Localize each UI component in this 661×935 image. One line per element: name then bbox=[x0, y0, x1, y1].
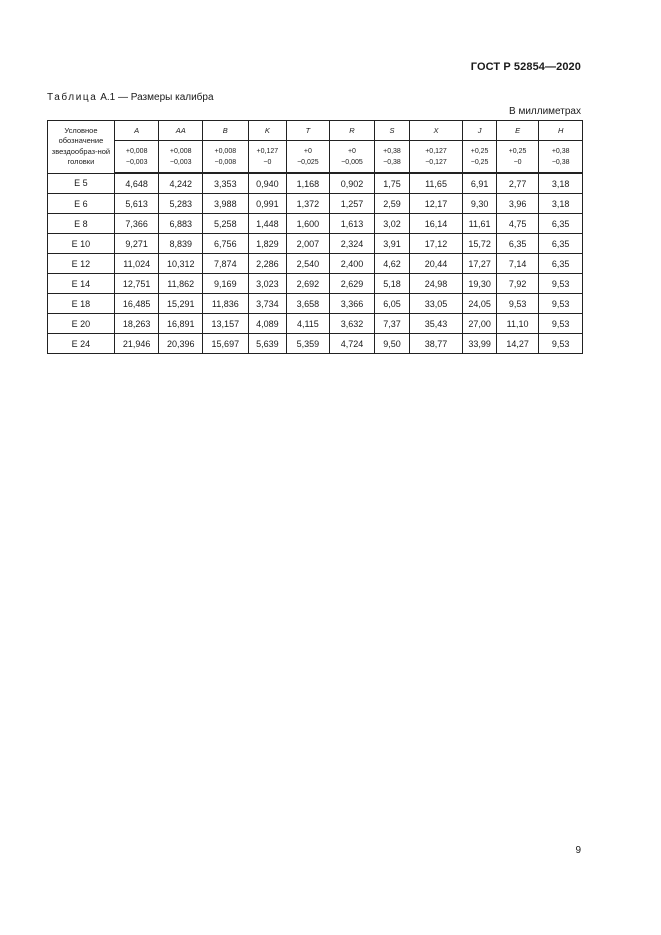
column-header-letter: T bbox=[287, 121, 330, 141]
table-cell: 3,632 bbox=[329, 314, 375, 334]
tolerance-lower: −0,008 bbox=[214, 158, 237, 166]
row-designation: E 12 bbox=[48, 254, 115, 274]
table-cell: 4,089 bbox=[248, 314, 287, 334]
table-cell: 1,75 bbox=[375, 173, 409, 194]
table-cell: 20,44 bbox=[409, 254, 463, 274]
table-cell: 16,485 bbox=[114, 294, 159, 314]
table-cell: 2,77 bbox=[496, 173, 539, 194]
tolerance-lower: −0,025 bbox=[297, 158, 319, 166]
table-cell: 1,257 bbox=[329, 194, 375, 214]
column-header-letter: E bbox=[496, 121, 539, 141]
column-tolerance bbox=[287, 141, 330, 174]
table-cell: 3,96 bbox=[496, 194, 539, 214]
table-cell: 20,396 bbox=[159, 334, 203, 354]
column-header-letter: X bbox=[409, 121, 463, 141]
table-cell: 27,00 bbox=[463, 314, 496, 334]
table-cell: 11,862 bbox=[159, 274, 203, 294]
table-cell: 3,353 bbox=[203, 173, 249, 194]
table-cell: 1,600 bbox=[287, 214, 330, 234]
table-cell: 3,734 bbox=[248, 294, 287, 314]
column-tolerance bbox=[114, 141, 159, 174]
table-row bbox=[48, 314, 583, 334]
table-cell: 7,37 bbox=[375, 314, 409, 334]
table-body bbox=[48, 173, 583, 354]
column-tolerance bbox=[248, 141, 287, 174]
tolerance-lower: −0,003 bbox=[169, 158, 192, 166]
table-cell: 9,53 bbox=[496, 294, 539, 314]
header-letters-row bbox=[48, 121, 583, 141]
table-title-prefix: Таблица bbox=[47, 92, 98, 103]
row-designation: E 8 bbox=[48, 214, 115, 234]
table-cell: 19,30 bbox=[463, 274, 496, 294]
table-cell: 4,115 bbox=[287, 314, 330, 334]
table-cell: 1,372 bbox=[287, 194, 330, 214]
table-cell: 14,27 bbox=[496, 334, 539, 354]
tolerance-lower: −0,25 bbox=[470, 158, 489, 166]
table-row bbox=[48, 274, 583, 294]
table-cell: 5,258 bbox=[203, 214, 249, 234]
row-designation: E 5 bbox=[48, 173, 115, 194]
table-cell: 1,448 bbox=[248, 214, 287, 234]
table-cell: 15,697 bbox=[203, 334, 249, 354]
tolerance-upper: +0,38 bbox=[383, 147, 401, 155]
table-cell: 7,92 bbox=[496, 274, 539, 294]
tolerance-lower: −0,38 bbox=[383, 158, 401, 166]
table-cell: 12,751 bbox=[114, 274, 159, 294]
table-cell: 2,400 bbox=[329, 254, 375, 274]
row-designation: E 6 bbox=[48, 194, 115, 214]
table-cell: 2,692 bbox=[287, 274, 330, 294]
tolerance-upper: +0,008 bbox=[214, 147, 237, 155]
table-cell: 6,91 bbox=[463, 173, 496, 194]
tolerance-upper: +0,127 bbox=[425, 147, 447, 155]
table-cell: 8,839 bbox=[159, 234, 203, 254]
table-cell: 2,629 bbox=[329, 274, 375, 294]
column-tolerance bbox=[159, 141, 203, 174]
tolerance-lower: −0,005 bbox=[341, 158, 363, 166]
tolerance-upper: +0,127 bbox=[256, 147, 279, 155]
table-cell: 6,35 bbox=[539, 234, 583, 254]
table-cell: 6,35 bbox=[496, 234, 539, 254]
table-cell: 33,05 bbox=[409, 294, 463, 314]
column-tolerance bbox=[409, 141, 463, 174]
table-cell: 3,02 bbox=[375, 214, 409, 234]
table-cell: 2,540 bbox=[287, 254, 330, 274]
table-cell: 1,168 bbox=[287, 173, 330, 194]
table-cell: 11,10 bbox=[496, 314, 539, 334]
column-header-letter: R bbox=[329, 121, 375, 141]
units-note: В миллиметрах bbox=[509, 106, 581, 117]
table-cell: 11,65 bbox=[409, 173, 463, 194]
table-title-rest: А.1 — Размеры калибра bbox=[97, 92, 214, 103]
table-cell: 2,286 bbox=[248, 254, 287, 274]
table-cell: 7,14 bbox=[496, 254, 539, 274]
row-designation: E 10 bbox=[48, 234, 115, 254]
tolerance-upper: +0,25 bbox=[470, 147, 489, 155]
table-cell: 3,658 bbox=[287, 294, 330, 314]
table-cell: 4,75 bbox=[496, 214, 539, 234]
column-header-letter: A bbox=[114, 121, 159, 141]
table-cell: 9,169 bbox=[203, 274, 249, 294]
table-cell: 17,27 bbox=[463, 254, 496, 274]
column-header-letter: K bbox=[248, 121, 287, 141]
table-cell: 0,902 bbox=[329, 173, 375, 194]
tolerance-upper: +0,008 bbox=[125, 147, 148, 155]
table-row bbox=[48, 173, 583, 194]
column-tolerance bbox=[539, 141, 583, 174]
table-cell: 17,12 bbox=[409, 234, 463, 254]
table-cell: 11,836 bbox=[203, 294, 249, 314]
column-header-letter: S bbox=[375, 121, 409, 141]
tolerance-upper: +0 bbox=[303, 147, 312, 155]
document-code: ГОСТ Р 52854—2020 bbox=[470, 61, 581, 73]
table-cell: 3,18 bbox=[539, 194, 583, 214]
table-cell: 6,883 bbox=[159, 214, 203, 234]
table-cell: 3,023 bbox=[248, 274, 287, 294]
column-header-letter: H bbox=[539, 121, 583, 141]
table-cell: 3,366 bbox=[329, 294, 375, 314]
tolerance-upper: +0,25 bbox=[508, 147, 527, 155]
table-title bbox=[47, 92, 214, 103]
column-header-letter: B bbox=[203, 121, 249, 141]
table-cell: 5,283 bbox=[159, 194, 203, 214]
table-cell: 15,72 bbox=[463, 234, 496, 254]
table-cell: 15,291 bbox=[159, 294, 203, 314]
table-cell: 3,91 bbox=[375, 234, 409, 254]
table-cell: 13,157 bbox=[203, 314, 249, 334]
header-tolerance-row bbox=[48, 141, 583, 174]
table-cell: 9,30 bbox=[463, 194, 496, 214]
row-designation: E 18 bbox=[48, 294, 115, 314]
table-cell: 0,940 bbox=[248, 173, 287, 194]
table-cell: 35,43 bbox=[409, 314, 463, 334]
table-cell: 4,242 bbox=[159, 173, 203, 194]
table-cell: 4,62 bbox=[375, 254, 409, 274]
page-number: 9 bbox=[575, 845, 581, 856]
tolerance-upper: +0,008 bbox=[169, 147, 192, 155]
column-tolerance bbox=[203, 141, 249, 174]
table-cell: 6,35 bbox=[539, 214, 583, 234]
tolerance-lower: −0,003 bbox=[125, 158, 148, 166]
table-cell: 4,724 bbox=[329, 334, 375, 354]
table-cell: 9,50 bbox=[375, 334, 409, 354]
table-cell: 2,007 bbox=[287, 234, 330, 254]
table-cell: 2,324 bbox=[329, 234, 375, 254]
column-tolerance bbox=[496, 141, 539, 174]
table-cell: 10,312 bbox=[159, 254, 203, 274]
table-row bbox=[48, 214, 583, 234]
table-cell: 24,98 bbox=[409, 274, 463, 294]
table-cell: 9,53 bbox=[539, 294, 583, 314]
table-cell: 3,18 bbox=[539, 173, 583, 194]
table-row bbox=[48, 194, 583, 214]
tolerance-lower: −0,38 bbox=[551, 158, 570, 166]
tolerance-lower: −0 bbox=[263, 158, 272, 166]
table-cell: 16,891 bbox=[159, 314, 203, 334]
table-row bbox=[48, 294, 583, 314]
table-cell: 9,53 bbox=[539, 314, 583, 334]
table-cell: 7,366 bbox=[114, 214, 159, 234]
row-designation: E 20 bbox=[48, 314, 115, 334]
column-tolerance bbox=[329, 141, 375, 174]
table-cell: 11,024 bbox=[114, 254, 159, 274]
tolerance-upper: +0 bbox=[347, 147, 356, 155]
table-cell: 2,59 bbox=[375, 194, 409, 214]
table-cell: 11,61 bbox=[463, 214, 496, 234]
gauge-dimensions-table bbox=[47, 120, 583, 354]
table-cell: 5,359 bbox=[287, 334, 330, 354]
table-row bbox=[48, 254, 583, 274]
table-cell: 24,05 bbox=[463, 294, 496, 314]
table-row bbox=[48, 234, 583, 254]
table-cell: 5,18 bbox=[375, 274, 409, 294]
column-header-letter: AA bbox=[159, 121, 203, 141]
column-header-letter: J bbox=[463, 121, 496, 141]
table-cell: 7,874 bbox=[203, 254, 249, 274]
table-cell: 12,17 bbox=[409, 194, 463, 214]
table-cell: 6,756 bbox=[203, 234, 249, 254]
table-row bbox=[48, 334, 583, 354]
table-cell: 6,05 bbox=[375, 294, 409, 314]
row-designation: E 14 bbox=[48, 274, 115, 294]
table-cell: 5,639 bbox=[248, 334, 287, 354]
tolerance-lower: −0 bbox=[513, 158, 522, 166]
table-cell: 33,99 bbox=[463, 334, 496, 354]
column-tolerance bbox=[375, 141, 409, 174]
table-cell: 9,53 bbox=[539, 334, 583, 354]
table-cell: 4,648 bbox=[114, 173, 159, 194]
table-cell: 21,946 bbox=[114, 334, 159, 354]
table-cell: 38,77 bbox=[409, 334, 463, 354]
column-tolerance bbox=[463, 141, 496, 174]
table-cell: 3,988 bbox=[203, 194, 249, 214]
table-cell: 1,829 bbox=[248, 234, 287, 254]
tolerance-lower: −0,127 bbox=[425, 158, 447, 166]
table-cell: 0,991 bbox=[248, 194, 287, 214]
table-cell: 6,35 bbox=[539, 254, 583, 274]
table-cell: 9,53 bbox=[539, 274, 583, 294]
row-designation: E 24 bbox=[48, 334, 115, 354]
table-cell: 9,271 bbox=[114, 234, 159, 254]
tolerance-upper: +0,38 bbox=[551, 147, 570, 155]
name-column-header: Условное обозначение звездообраз-ной головки bbox=[48, 121, 115, 174]
table-cell: 18,263 bbox=[114, 314, 159, 334]
table-cell: 5,613 bbox=[114, 194, 159, 214]
table-cell: 1,613 bbox=[329, 214, 375, 234]
table-cell: 16,14 bbox=[409, 214, 463, 234]
